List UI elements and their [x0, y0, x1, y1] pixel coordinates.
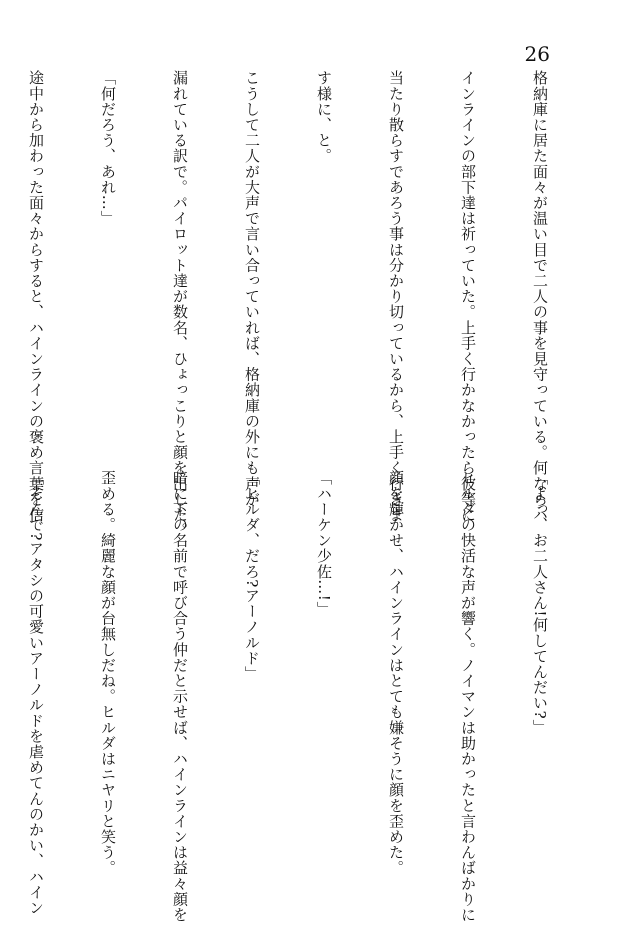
text-line: 「何だろう、あれ…」: [99, 70, 117, 226]
text-line: 暗に下の名前で呼び合う仲だと示せば、ハインラインは益々顔を: [171, 470, 189, 923]
text-line: 格納庫に居た面々が温い目で二人の事を見守っている。何ならハ: [531, 70, 549, 523]
text-line: 顔を輝かせ、ハインラインはとても嫌そうに顔を歪めた。: [387, 470, 405, 876]
text-block-upper: [27, 70, 600, 538]
text-line: 途中から加わった面々からすると、ハインラインの褒め言葉を信: [27, 70, 45, 523]
text-line: 当たり散らすであろう事は分かり切っているから、上手く行きま: [387, 70, 405, 523]
text-line: 「ヒルダ、だろ?アーノルド」: [243, 470, 261, 682]
text-line: ヒルダの快活な声が響く。ノイマンは助かったと言わんばかりに: [459, 470, 477, 923]
text-line: インラインの部下達は祈っていた。上手く行かなかったら彼等に: [459, 70, 477, 523]
text-line: 「よっ、お二人さん!何してんだい?」: [531, 470, 549, 735]
text-line: こうして二人が大声で言い合っていれば、格納庫の外にも声が: [243, 70, 261, 507]
text-line: 歪める。綺麗な顔が台無しだね。ヒルダはニヤリと笑う。: [99, 470, 117, 876]
text-block-lower: [27, 470, 600, 923]
text-line: 「そんで?アタシの可愛いアーノルドを虐めてんのかい、ハイン: [27, 470, 45, 916]
page-number: 26: [524, 42, 550, 66]
text-line: 「ハーケン少佐…!」: [315, 470, 333, 618]
text-line: す様に、と。: [315, 70, 333, 164]
text-line: 漏れている訳で。パイロット達が数名、ひょっこりと顔を出した。: [171, 70, 189, 538]
